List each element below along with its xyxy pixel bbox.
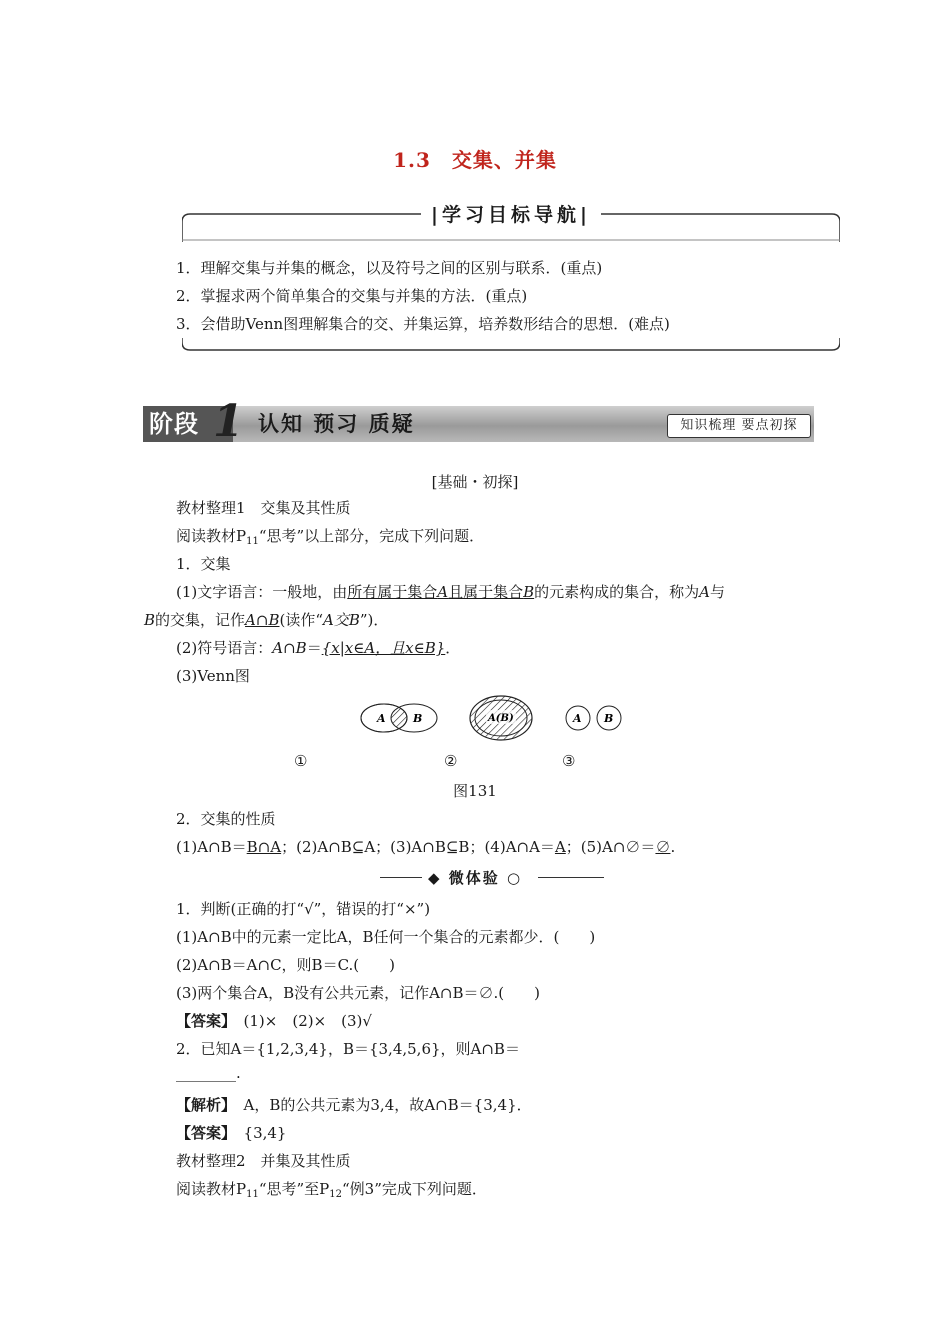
text: A交B [323, 611, 360, 629]
reading-text: 阅读教材P [176, 527, 247, 545]
material-heading-2: 教材整理2 并集及其性质 [176, 1152, 351, 1170]
goal-item-2: 2．掌握求两个简单集合的交集与并集的方法．(重点) [176, 287, 528, 305]
venn1-label-b: B [413, 712, 423, 725]
venn-caption-3: ③ [562, 752, 576, 770]
micro-heading: ◆ 微体验 ○ [0, 867, 950, 888]
figure-caption: 图131 [453, 782, 497, 800]
answer-2 [176, 1122, 286, 1143]
venn3-label-a: A [573, 712, 582, 725]
properties-heading: 2．交集的性质 [176, 810, 276, 828]
text: “例3”完成下列问题． [342, 1180, 487, 1198]
venn-caption-2: ② [444, 752, 458, 770]
answer-fill: {x|x∈A，且x∈B} [321, 639, 446, 657]
answer-text: {3,4} [243, 1124, 287, 1142]
text: 与 [710, 583, 726, 601]
text: (读作“ [279, 611, 324, 629]
text: B [523, 583, 535, 601]
text: . [670, 838, 676, 856]
micro-heading-text: 微体验 [448, 869, 500, 887]
text: ；(5)A∩∅＝ [565, 838, 656, 856]
reading-instruction-2 [176, 1178, 487, 1200]
question-1-c: (3)两个集合A，B没有公共元素，记作A∩B＝∅.( ) [176, 984, 541, 1002]
page-subscript: 11 [246, 1189, 259, 1200]
answer-fill [347, 583, 534, 601]
material-heading-1: 教材整理1 交集及其性质 [176, 499, 351, 517]
reading-instruction-1 [176, 525, 484, 547]
venn-diagrams [355, 690, 635, 750]
intersection-heading: 1．交集 [176, 555, 231, 573]
text: 且属于集合 [448, 583, 524, 601]
text: ”)． [359, 611, 389, 629]
text: (1)A∩B＝ [176, 838, 247, 856]
answer-1 [176, 1010, 372, 1031]
verbal-definition-line1 [176, 581, 725, 602]
page-subscript: 11 [246, 536, 259, 547]
venn1-label-a: A [377, 712, 386, 725]
page-subscript: 12 [329, 1189, 342, 1200]
stage-title: 认知 预习 质疑 [258, 412, 415, 436]
question-1-b: (2)A∩B＝A∩C，则B＝C.( ) [176, 956, 395, 974]
venn-heading: (3)Venn图 [176, 667, 250, 685]
text: A [437, 583, 449, 601]
venn2-label: A(B) [488, 713, 514, 724]
text: ；(2)A∩B⊆A；(3)A∩B⊆B；(4)A∩A＝ [281, 838, 555, 856]
analysis-2 [176, 1094, 532, 1115]
venn-caption-1: ① [294, 752, 308, 770]
question-1: 1．判断(正确的打“√”，错误的打“×”) [176, 900, 431, 918]
answer-text: (1)× (2)× (3)√ [243, 1012, 372, 1030]
question-2: 2．已知A＝{1,2,3,4}，B＝{3,4,5,6}，则A∩B＝ [176, 1040, 520, 1058]
stage-tag: 知识梳理 要点初探 [667, 414, 811, 438]
divider-right [538, 877, 604, 878]
answer-label: 【答案】 [176, 1012, 229, 1030]
section-label: [基础・初探] [431, 473, 519, 491]
question-1-a: (1)A∩B中的元素一定比A，B任何一个集合的元素都少．( ) [176, 928, 596, 946]
symbolic-definition [176, 637, 460, 658]
venn3-label-b: B [604, 712, 614, 725]
text: 的交集，记作 [155, 611, 246, 629]
goal-heading: |学习目标导航| [182, 200, 840, 227]
answer-fill: A∩B [245, 611, 280, 629]
text: A [699, 583, 711, 601]
answer-fill: A [554, 838, 566, 856]
answer-label: 【答案】 [176, 1124, 229, 1142]
goal-heading-text: 学习目标导航 [441, 204, 580, 226]
answer-fill: B∩A [246, 838, 282, 856]
text: ． [445, 639, 461, 657]
page-title: 1.3 交集、并集 [393, 148, 557, 172]
text: “思考”至P [258, 1180, 330, 1198]
text: 所有属于集合 [347, 583, 438, 601]
verbal-definition-line2 [144, 609, 388, 630]
stage-number: 1 [213, 396, 244, 447]
stage-prefix: 阶段 [143, 406, 233, 442]
text: ＝ [306, 639, 322, 657]
text: B [144, 611, 156, 629]
text: 阅读教材P [176, 1180, 247, 1198]
answer-fill: ∅ [655, 838, 671, 856]
text: 的元素构成的集合，称为 [534, 583, 700, 601]
text: A∩B [272, 639, 307, 657]
goal-item-1: 1．理解交集与并集的概念，以及符号之间的区别与联系．(重点) [176, 259, 603, 277]
question-2-blank: ________. [176, 1064, 241, 1082]
analysis-text: A，B的公共元素为3,4，故A∩B＝{3,4}． [243, 1096, 532, 1114]
text: (2)符号语言： [176, 639, 273, 657]
goal-item-3: 3．会借助Venn图理解集合的交、并集运算，培养数形结合的思想．(难点) [176, 315, 670, 333]
reading-text: “思考”以上部分，完成下列问题． [258, 527, 485, 545]
analysis-label: 【解析】 [176, 1096, 229, 1114]
properties-line [176, 836, 675, 857]
text: (1)文字语言：一般地，由 [176, 583, 348, 601]
